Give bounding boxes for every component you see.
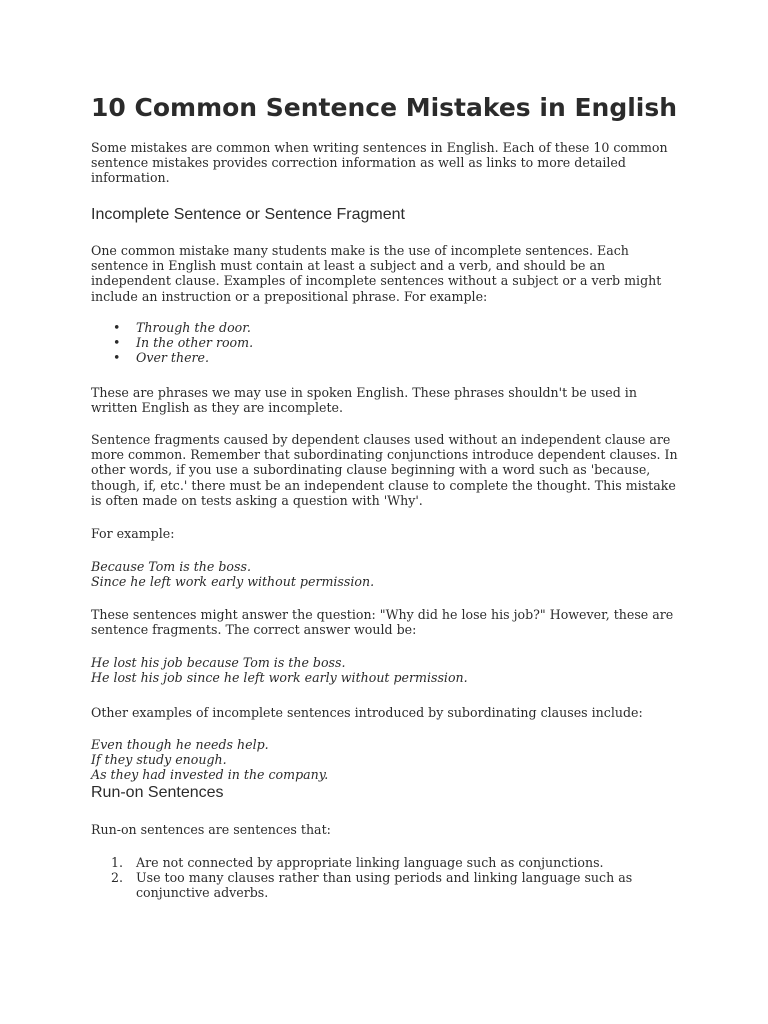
example-fragments (91, 559, 686, 589)
list-item (91, 320, 253, 335)
example-line: Because Tom is the boss. (91, 559, 251, 574)
fragment-bullet-list (91, 320, 253, 366)
paragraph-line: other words, if you use a subordinating clause beginning with a word such as 'because, (91, 462, 651, 478)
paragraph-line: include an instruction or a prepositional phrase. For example: (91, 288, 488, 304)
example-line: Even though he needs help. (91, 737, 269, 752)
example-line: Since he left work early without permission. (91, 574, 375, 590)
paragraph-line: independent clause. Examples of incomplete sentences without a subject or a verb might (91, 273, 662, 289)
example-line: As they had invested in the company. (91, 767, 329, 783)
list-number: 1. (111, 855, 124, 870)
paragraph-line: Other examples of incomplete sentences introduced by subordinating clauses include: (91, 705, 643, 720)
intro-paragraph (91, 140, 686, 186)
paragraph-incomplete-sentences (91, 243, 686, 304)
paragraph-line: though, if, etc.' there must be an independent clause to complete the thought. This mistake (91, 477, 676, 493)
example-subordinating (91, 737, 686, 783)
list-number: 2. (111, 870, 124, 886)
paragraph-line: Sentence fragments caused by dependent clauses used without an independent clause are (91, 432, 671, 447)
list-item-text: In the other room. (136, 335, 254, 351)
list-item-text: Over there. (136, 350, 210, 366)
paragraph-line: These are phrases we may use in spoken English. These phrases shouldn't be used in (91, 385, 637, 400)
paragraph-run-on-intro (91, 822, 686, 837)
list-item (91, 335, 253, 350)
paragraph-line: written English as they are incomplete. (91, 400, 343, 416)
run-on-numbered-list (91, 855, 632, 901)
paragraph-line: is often made on tests asking a question with 'Why'. (91, 492, 423, 508)
intro-line: information. (91, 170, 170, 186)
list-item-text: Through the door. (136, 320, 251, 335)
example-line: If they study enough. (91, 752, 227, 768)
paragraph-spoken-english (91, 385, 686, 415)
paragraph-line: These sentences might answer the question: "Why did he lose his job?" However, these are (91, 607, 674, 622)
list-item-text: conjunctive adverbs. (136, 885, 269, 901)
paragraph-why-question (91, 607, 686, 637)
list-item (91, 855, 632, 870)
paragraph-dependent-clauses (91, 432, 686, 508)
paragraph-other-examples (91, 705, 686, 720)
example-corrections (91, 655, 686, 685)
section-heading-fragment: Incomplete Sentence or Sentence Fragment (91, 206, 405, 223)
paragraph-line: One common mistake many students make is the use of incomplete sentences. Each (91, 243, 629, 258)
for-example-label (91, 526, 686, 541)
intro-line: Some mistakes are common when writing sentences in English. Each of these 10 common (91, 140, 668, 155)
paragraph-line: Run-on sentences are sentences that: (91, 822, 331, 837)
paragraph-line: sentence fragments. The correct answer would be: (91, 622, 417, 638)
example-line: He lost his job since he left work early without permission. (91, 670, 468, 686)
page-title: 10 Common Sentence Mistakes in English (91, 93, 678, 122)
paragraph-line: sentence in English must contain at least a subject and a verb, and should be an (91, 258, 606, 274)
bullet-marker: • (113, 320, 121, 335)
paragraph-line: more common. Remember that subordinating conjunctions introduce dependent clauses. In (91, 447, 678, 463)
example-line: He lost his job because Tom is the boss. (91, 655, 346, 670)
paragraph-line: For example: (91, 526, 175, 541)
bullet-marker: • (113, 335, 121, 351)
intro-line: sentence mistakes provides correction information as well as links to more detailed (91, 155, 626, 171)
section-heading-run-on: Run-on Sentences (91, 784, 224, 801)
list-item (91, 870, 632, 900)
list-item-text: Use too many clauses rather than using periods and linking language such as (136, 870, 633, 886)
bullet-marker: • (113, 350, 121, 366)
list-item-text: Are not connected by appropriate linking language such as conjunctions. (136, 855, 604, 870)
list-item (91, 350, 253, 365)
